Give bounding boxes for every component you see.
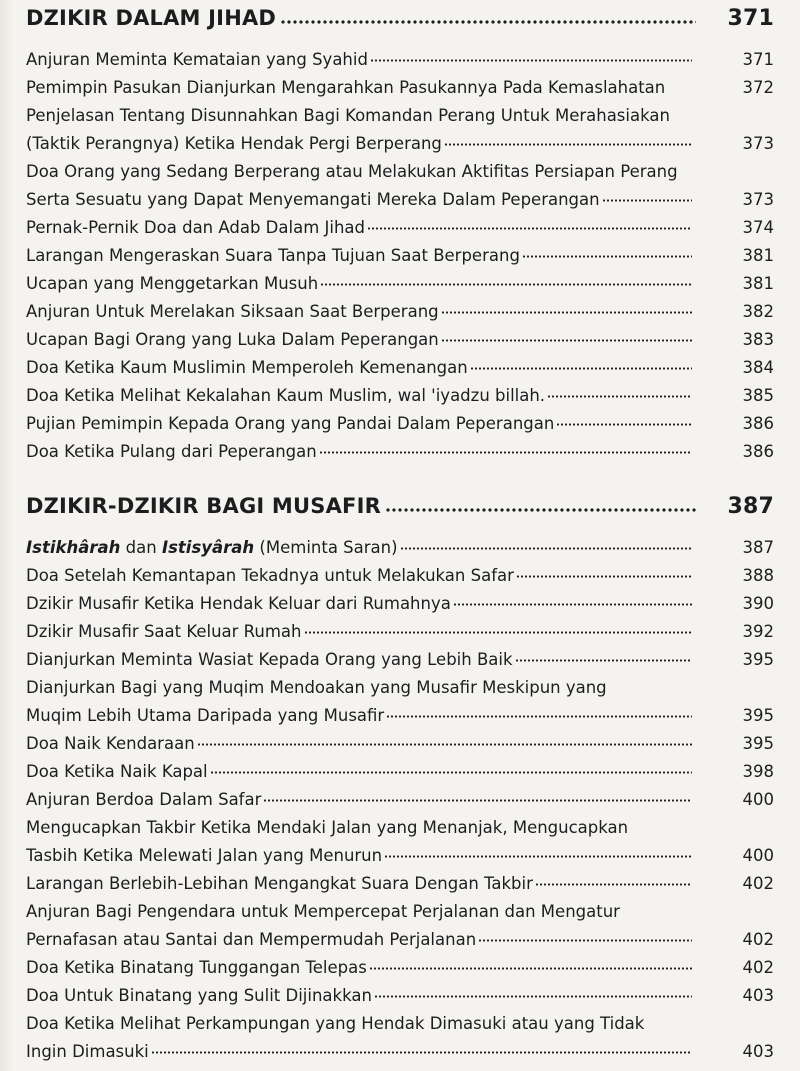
toc-entry	[26, 814, 774, 870]
toc-entry	[26, 298, 774, 326]
dot-leader	[385, 508, 696, 512]
section-title: DZIKIR-DZIKIR BAGI MUSAFIR	[26, 494, 381, 518]
entry-title: Anjuran Meminta Kemataian yang Syahid	[26, 50, 368, 69]
toc-entry	[26, 730, 774, 758]
entry-title: Anjuran Berdoa Dalam Safar	[26, 790, 262, 809]
section-dzikir-bagi-musafir	[26, 494, 774, 1066]
dot-leader	[556, 423, 692, 426]
toc-entry	[26, 158, 774, 214]
entry-last-line	[26, 438, 694, 466]
entry-title: Doa Ketika Melihat Kekalahan Kaum Muslim, wal 'iyadzu billah.	[26, 386, 546, 405]
entry-last-line	[26, 46, 694, 74]
toc-entry	[26, 354, 774, 382]
toc-entry	[26, 786, 774, 814]
entry-line: Dianjurkan Bagi yang Muqim Mendoakan yang Musafir Meskipun yang	[26, 678, 607, 697]
entry-title: Doa Ketika Binatang Tunggangan Telepas	[26, 958, 367, 977]
entry-last-line	[26, 298, 694, 326]
entry-text	[26, 814, 694, 870]
dot-leader	[369, 967, 692, 970]
entry-page-number: 371	[742, 50, 774, 69]
entry-last-line	[26, 242, 694, 270]
entry-title: Pernafasan atau Santai dan Mempermudah Perjalanan	[26, 930, 477, 949]
dot-leader	[400, 547, 692, 550]
page-gutter-shadow	[0, 0, 14, 1071]
entry-last-line	[26, 410, 694, 438]
entry-page-number: 400	[742, 790, 774, 809]
entry-last-line	[26, 74, 694, 102]
toc-entry	[26, 870, 774, 898]
entry-page-number: 402	[742, 874, 774, 893]
toc-entry	[26, 438, 774, 466]
entry-text	[26, 898, 694, 954]
entry-title: Doa Setelah Kemantapan Tekadnya untuk Melakukan Safar	[26, 566, 514, 585]
entry-line: Anjuran Bagi Pengendara untuk Mempercepat Perjalanan dan Mengatur	[26, 902, 620, 921]
entry-text	[26, 534, 694, 562]
entry-title-part: (Meminta Saran)	[254, 538, 398, 557]
entry-text	[26, 438, 694, 466]
entry-text	[26, 158, 694, 214]
entry-text	[26, 786, 694, 814]
dot-leader	[197, 743, 692, 746]
entry-last-line	[26, 758, 694, 786]
entry-page-number: 381	[742, 274, 774, 293]
entry-title: Dzikir Musafir Ketika Hendak Keluar dari Rumahnya	[26, 594, 451, 613]
toc-entry	[26, 562, 774, 590]
entry-title-part: dan	[120, 538, 162, 557]
entry-line: Penjelasan Tentang Disunnahkan Bagi Komandan Perang Untuk Merahasiakan	[26, 106, 670, 125]
dot-leader	[535, 883, 692, 886]
entry-page-number: 392	[742, 622, 774, 641]
entry-title-emphasis: Istikhârah	[26, 538, 121, 557]
entry-text	[26, 590, 694, 618]
entry-last-line	[26, 130, 694, 158]
entry-text	[26, 326, 694, 354]
entry-text	[26, 730, 694, 758]
dot-leader	[304, 631, 692, 634]
entry-text	[26, 214, 694, 242]
toc-entry	[26, 242, 774, 270]
entry-page-number: 381	[742, 246, 774, 265]
entry-text	[26, 102, 694, 158]
entry-title: Larangan Berlebih-Lebihan Mengangkat Suara Dengan Takbir	[26, 874, 533, 893]
entry-last-line	[26, 618, 694, 646]
toc-entry	[26, 74, 774, 102]
entry-title: Dzikir Musafir Saat Keluar Rumah	[26, 622, 302, 641]
dot-leader	[319, 451, 692, 454]
entry-list	[26, 46, 774, 466]
toc-entry	[26, 758, 774, 786]
dot-leader	[210, 771, 692, 774]
entry-line: Doa Orang yang Sedang Berperang atau Melakukan Aktifitas Persiapan Perang	[26, 162, 678, 181]
dot-leader	[367, 227, 692, 230]
entry-title: Doa Ketika Naik Kapal	[26, 762, 208, 781]
entry-last-line	[26, 842, 694, 870]
entry-page-number: 383	[742, 330, 774, 349]
entry-last-line	[26, 186, 694, 214]
entry-last-line	[26, 926, 694, 954]
entry-text	[26, 870, 694, 898]
entry-page-number: 403	[742, 986, 774, 1005]
entry-page-number: 402	[742, 930, 774, 949]
entry-title: Larangan Mengeraskan Suara Tanpa Tujuan Saat Berperang	[26, 246, 520, 265]
entry-last-line	[26, 214, 694, 242]
entry-text	[26, 382, 694, 410]
section-dzikir-dalam-jihad	[26, 6, 774, 466]
entry-title: Doa Ketika Kaum Muslimin Memperoleh Kemenangan	[26, 358, 468, 377]
entry-title	[26, 534, 398, 562]
entry-last-line	[26, 382, 694, 410]
entry-list	[26, 534, 774, 1066]
toc-entry	[26, 1010, 774, 1066]
entry-text	[26, 46, 694, 74]
entry-page-number: 398	[742, 762, 774, 781]
entry-page-number: 386	[742, 442, 774, 461]
section-page-number: 387	[727, 494, 774, 519]
entry-page-number: 374	[742, 218, 774, 237]
entry-page-number: 395	[742, 706, 774, 725]
entry-page-number: 390	[742, 594, 774, 613]
dot-leader	[453, 603, 692, 606]
entry-title: Doa Naik Kendaraan	[26, 734, 195, 753]
entry-text	[26, 74, 694, 102]
entry-line: Mengucapkan Takbir Ketika Mendaki Jalan yang Menanjak, Mengucapkan	[26, 818, 629, 837]
toc-entry	[26, 982, 774, 1010]
entry-last-line	[26, 354, 694, 382]
entry-page-number: 373	[742, 134, 774, 153]
entry-text	[26, 618, 694, 646]
dot-leader	[515, 659, 692, 662]
entry-line: Doa Ketika Melihat Perkampungan yang Hendak Dimasuki atau yang Tidak	[26, 1014, 645, 1033]
toc-entry	[26, 270, 774, 298]
entry-title: Muqim Lebih Utama Daripada yang Musafir	[26, 706, 385, 725]
entry-page-number: 372	[742, 78, 774, 97]
toc-entry	[26, 646, 774, 674]
dot-leader	[516, 575, 692, 578]
toc-entry	[26, 46, 774, 74]
entry-text	[26, 1010, 694, 1066]
entry-last-line	[26, 326, 694, 354]
dot-leader	[441, 311, 692, 314]
entry-page-number: 387	[742, 538, 774, 557]
dot-leader	[374, 995, 692, 998]
dot-leader	[320, 283, 692, 286]
entry-text	[26, 674, 694, 730]
entry-last-line	[26, 534, 694, 562]
dot-leader	[444, 143, 692, 146]
dot-leader	[280, 20, 696, 24]
toc-entry	[26, 954, 774, 982]
entry-text	[26, 954, 694, 982]
entry-page-number: 384	[742, 358, 774, 377]
toc-entry	[26, 410, 774, 438]
entry-page-number: 373	[742, 190, 774, 209]
section-page-number: 371	[727, 6, 774, 31]
entry-title: Anjuran Untuk Merelakan Siksaan Saat Berperang	[26, 302, 439, 321]
dot-leader	[602, 199, 692, 202]
entry-page-number: 385	[742, 386, 774, 405]
toc-entry	[26, 382, 774, 410]
entry-title: Ingin Dimasuki	[26, 1042, 149, 1061]
entry-text	[26, 982, 694, 1010]
entry-last-line	[26, 870, 694, 898]
entry-title: Ucapan yang Menggetarkan Musuh	[26, 274, 319, 293]
entry-page-number: 388	[742, 566, 774, 585]
entry-title: (Taktik Perangnya) Ketika Hendak Pergi Berperang	[26, 134, 442, 153]
entry-last-line	[26, 1038, 694, 1066]
toc-entry	[26, 214, 774, 242]
section-heading	[26, 6, 774, 46]
entry-title: Pemimpin Pasukan Dianjurkan Mengarahkan Pasukannya Pada Kemaslahatan	[26, 78, 666, 97]
entry-page-number: 403	[742, 1042, 774, 1061]
dot-leader	[441, 339, 692, 342]
toc-entry	[26, 674, 774, 730]
entry-text	[26, 270, 694, 298]
entry-text	[26, 758, 694, 786]
toc-entry	[26, 102, 774, 158]
dot-leader	[386, 715, 692, 718]
entry-last-line	[26, 786, 694, 814]
dot-leader	[384, 855, 692, 858]
entry-last-line	[26, 954, 694, 982]
entry-text	[26, 354, 694, 382]
section-heading	[26, 494, 774, 534]
dot-leader	[522, 255, 692, 258]
entry-title: Pujian Pemimpin Kepada Orang yang Pandai Dalam Peperangan	[26, 414, 555, 433]
entry-page-number: 382	[742, 302, 774, 321]
entry-last-line	[26, 270, 694, 298]
entry-last-line	[26, 562, 694, 590]
toc-entry	[26, 898, 774, 954]
entry-text	[26, 298, 694, 326]
entry-text	[26, 410, 694, 438]
entry-last-line	[26, 702, 694, 730]
dot-leader	[263, 799, 692, 802]
entry-page-number: 395	[742, 650, 774, 669]
entry-text	[26, 242, 694, 270]
entry-title-emphasis: Istisyârah	[161, 538, 255, 557]
entry-last-line	[26, 590, 694, 618]
entry-page-number: 402	[742, 958, 774, 977]
entry-title: Tasbih Ketika Melewati Jalan yang Menurun	[26, 846, 383, 865]
entry-last-line	[26, 730, 694, 758]
dot-leader	[547, 395, 692, 398]
entry-title: Dianjurkan Meminta Wasiat Kepada Orang yang Lebih Baik	[26, 650, 513, 669]
entry-title: Ucapan Bagi Orang yang Luka Dalam Peperangan	[26, 330, 439, 349]
toc-entry	[26, 618, 774, 646]
toc-entry	[26, 590, 774, 618]
dot-leader	[370, 59, 692, 62]
entry-title: Pernak-Pernik Doa dan Adab Dalam Jihad	[26, 218, 365, 237]
section-title: DZIKIR DALAM JIHAD	[26, 6, 277, 30]
entry-text	[26, 562, 694, 590]
toc-entry	[26, 326, 774, 354]
entry-last-line	[26, 982, 694, 1010]
entry-page-number: 386	[742, 414, 774, 433]
entry-title: Serta Sesuatu yang Dapat Menyemangati Mereka Dalam Peperangan	[26, 190, 600, 209]
entry-page-number: 395	[742, 734, 774, 753]
toc-entry	[26, 534, 774, 562]
dot-leader	[470, 367, 692, 370]
entry-page-number: 400	[742, 846, 774, 865]
entry-text	[26, 646, 694, 674]
entry-last-line	[26, 646, 694, 674]
dot-leader	[151, 1051, 692, 1054]
entry-title: Doa Untuk Binatang yang Sulit Dijinakkan	[26, 986, 372, 1005]
entry-title: Doa Ketika Pulang dari Peperangan	[26, 442, 317, 461]
dot-leader	[478, 939, 692, 942]
